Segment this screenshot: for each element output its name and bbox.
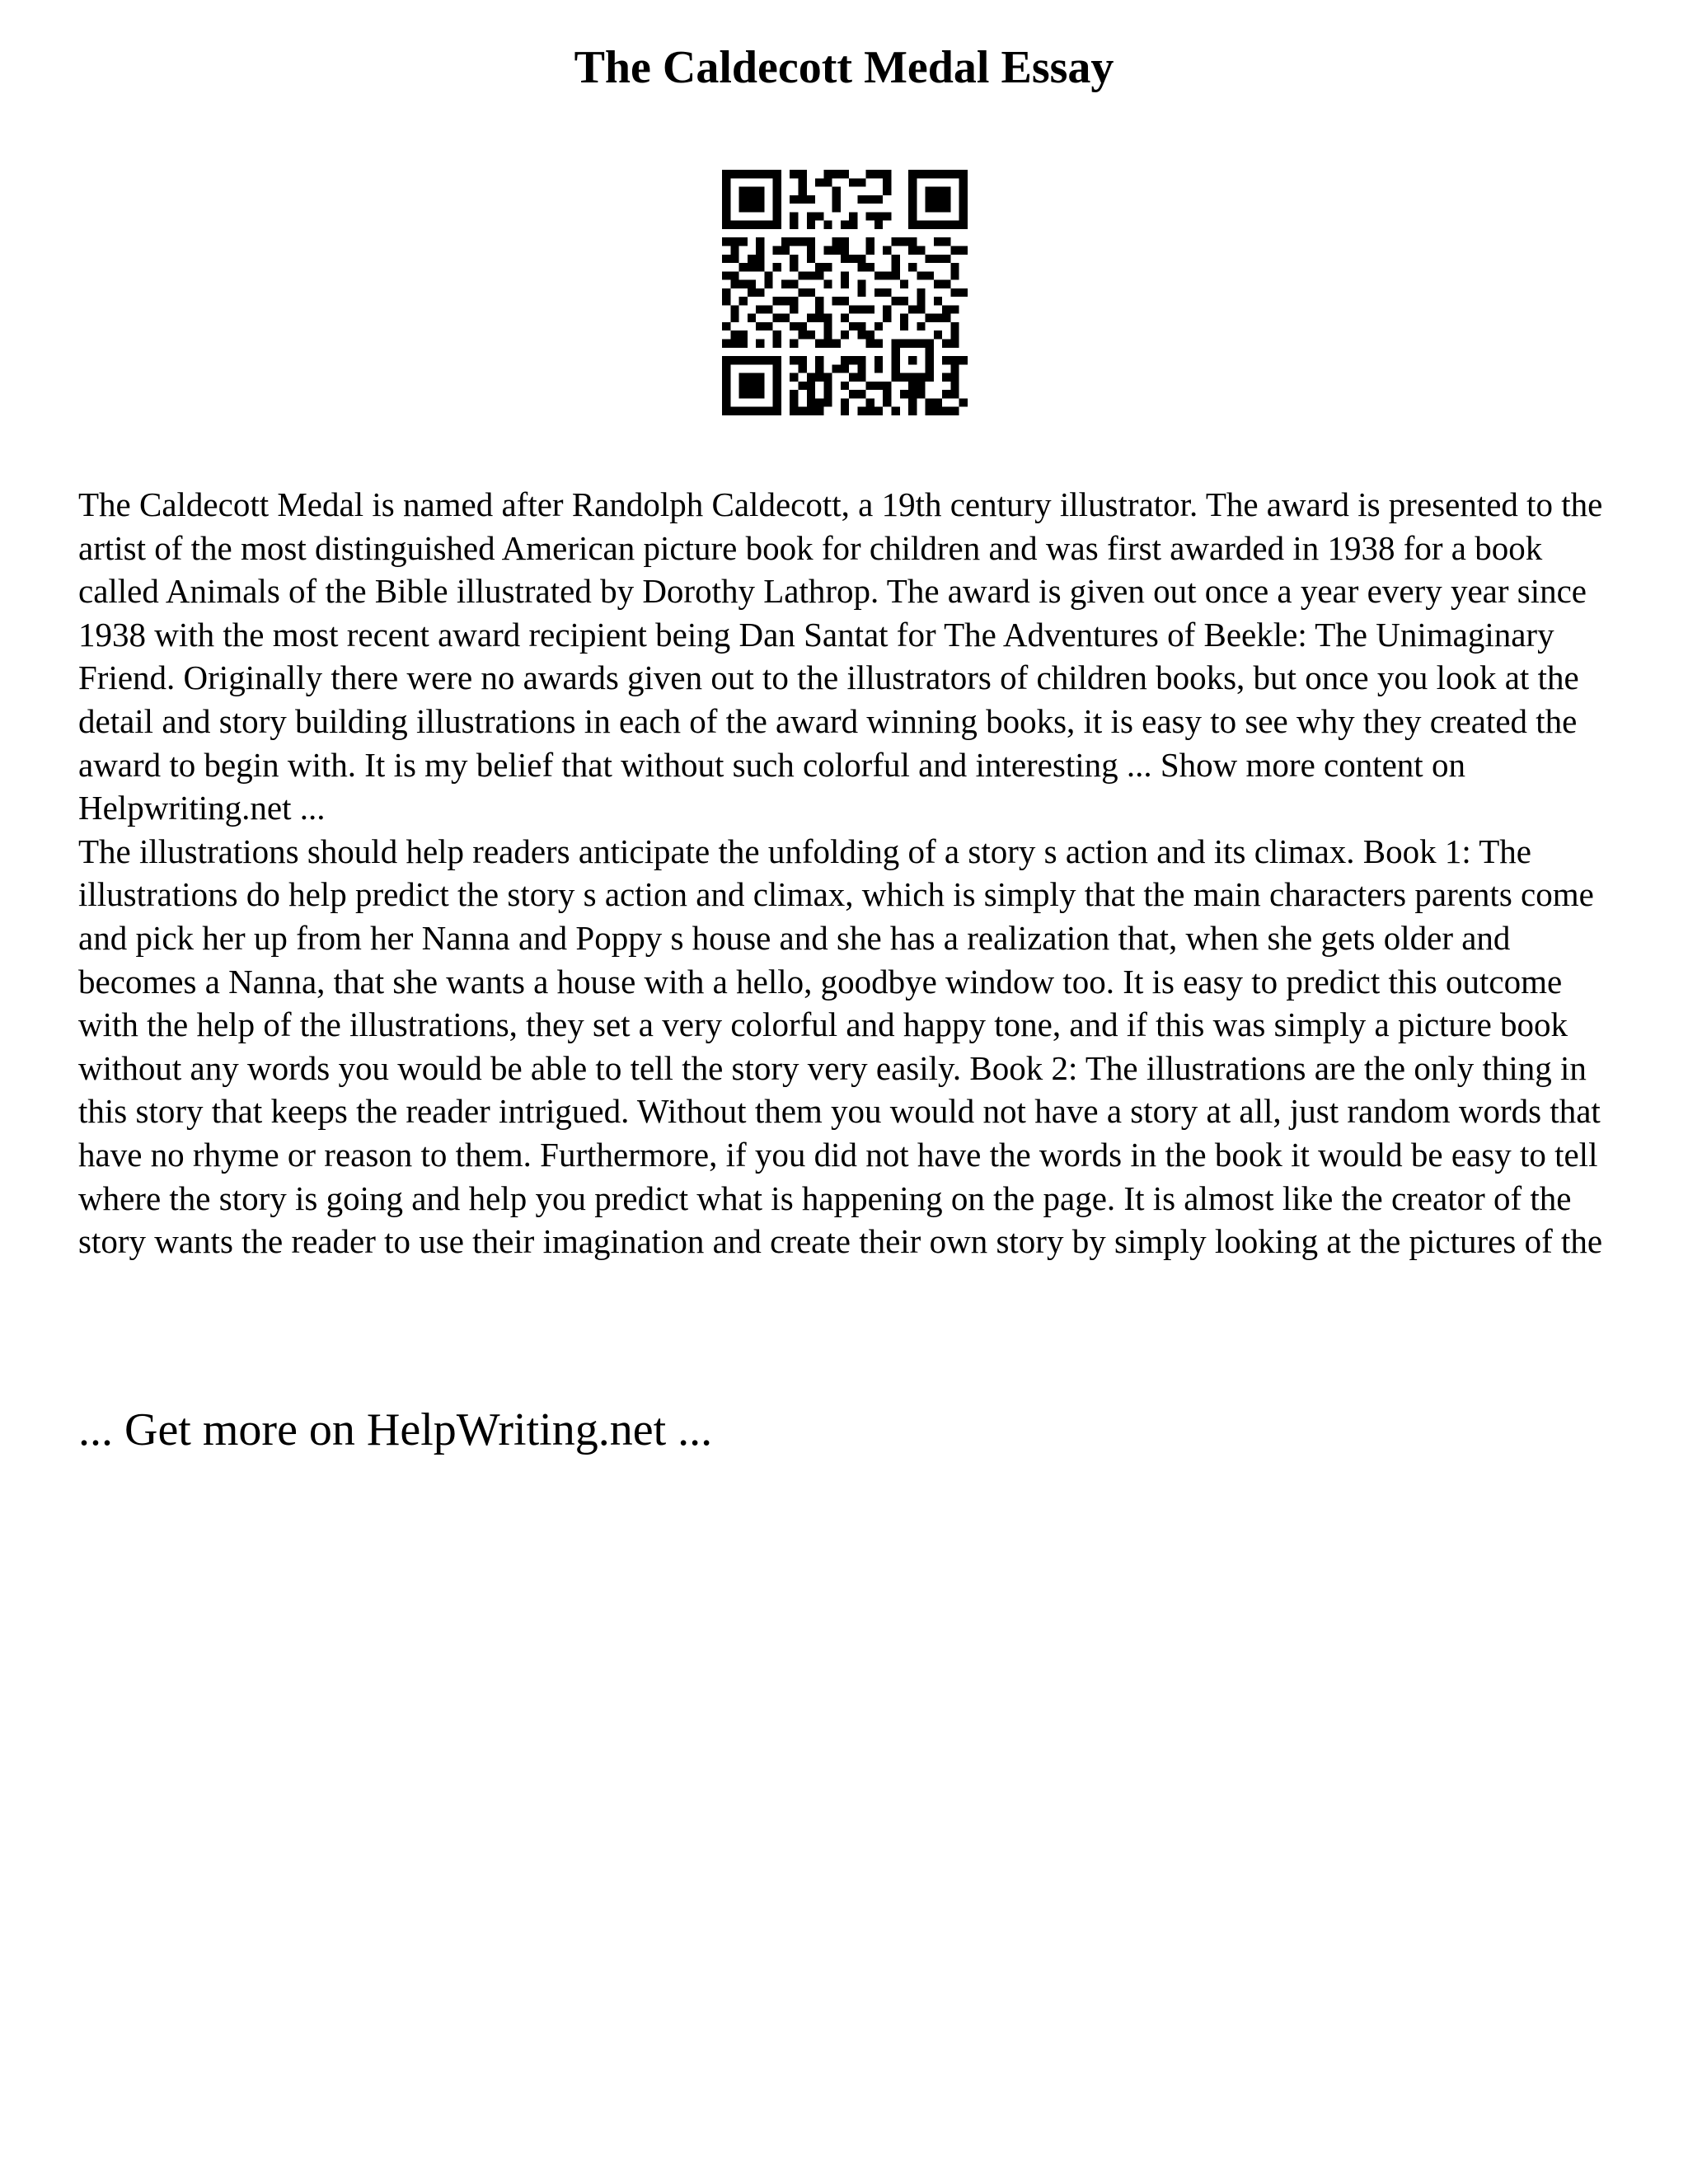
get-more-link[interactable]: ... Get more on HelpWriting.net ... [78,1404,713,1455]
essay-body [78,483,1628,1263]
qr-code-icon[interactable] [722,170,968,415]
essay-paragraph: The illustrations should help readers anticipate the unfolding of a story s action and its climax. Book 1: The illustrations do help predict the story s action and climax, which is simply that the main characters parents come and pick her up from her Nanna and Poppy s house and she has a realization that, when she gets older and becomes a Nanna, that she wants a house with a hello, goodbye window too. It is easy to predict this outcome with the help of the illustrations, they set a very colorful and happy tone, and if this was simply a picture book without any words you would be able to tell the story very easily. Book 2: The illustrations are the only thing in this story that keeps the reader intrigued. Without them you would not have a story at all, just random words that have no rhyme or reason to them. Furthermore, if you did not have the words in the book it would be easy to tell where the story is going and help you predict what is happening on the page. It is almost like the creator of the story wants the reader to use their imagination and create their own story by simply looking at the pictures of the [78,832,1603,1261]
document-title: The Caldecott Medal Essay [574,42,1114,93]
essay-paragraph: The Caldecott Medal is named after Randolph Caldecott, a 19th century illustrator. The award is presented to the artist of the most distinguished American picture book for children and was first awarded in 1938 for a book called Animals of the Bible illustrated by Dorothy Lathrop. The award is given out once a year every year since 1938 with the most recent award recipient being Dan Santat for The Adventures of Beekle: The Unimaginary Friend. Originally there were no awards given out to the illustrators of children books, but once you look at the detail and story building illustrations in each of the award winning books, it is easy to see why they created the award to begin with. It is my belief that without such colorful and interesting ... Show more content on Helpwriting.net ... [78,485,1603,827]
